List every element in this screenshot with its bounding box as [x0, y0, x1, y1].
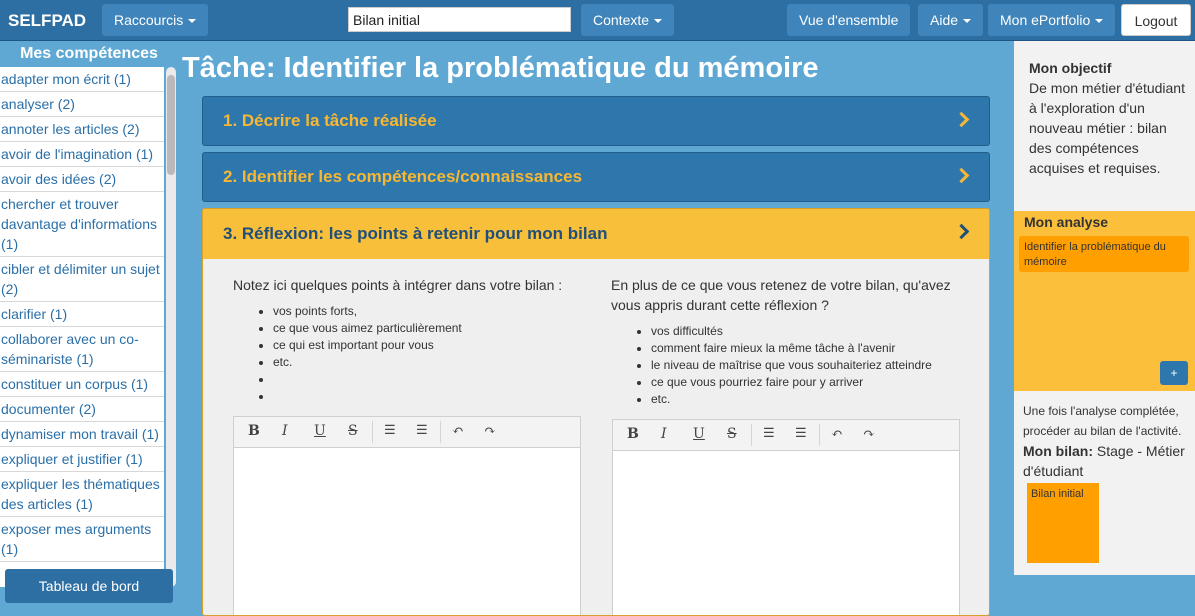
skill-item[interactable]: exposer mes arguments (1) — [0, 517, 164, 562]
eportfolio-label: Mon ePortfolio — [1000, 12, 1091, 28]
right-panel — [1014, 41, 1195, 575]
underline-button[interactable]: U — [314, 423, 326, 439]
list-item: • ce que vous pourriez faire pour y arriver — [651, 374, 973, 391]
panel-identifier-label: 2. Identifier les compétences/connaissances — [223, 167, 583, 186]
bullet-list-icon[interactable]: ☰ — [416, 423, 428, 438]
skill-item[interactable]: dynamiser mon travail (1) — [0, 422, 164, 447]
list-item: • ce que vous aimez particulièrement — [273, 320, 575, 337]
eportfolio-menu[interactable] — [988, 4, 1115, 36]
skill-item[interactable]: expliquer et justifier (1) — [0, 447, 164, 472]
skill-item[interactable]: analyser (2) — [0, 92, 164, 117]
vue-ensemble-button[interactable]: Vue d'ensemble — [787, 4, 910, 36]
bullet-list-icon[interactable]: ☰ — [795, 426, 807, 441]
caret-down-icon — [963, 19, 971, 23]
redo-icon[interactable]: ↷ — [863, 426, 875, 442]
skill-item[interactable]: cibler et délimiter un sujet (2) — [0, 257, 164, 302]
skills-list — [0, 67, 164, 587]
tableau-de-bord-button[interactable]: Tableau de bord — [5, 569, 173, 603]
left-intro: Notez ici quelques points à intégrer dans votre bilan : — [233, 277, 563, 293]
analysis-item[interactable]: Identifier la problématique du mémoire — [1019, 236, 1189, 272]
italic-button[interactable]: I — [282, 423, 288, 439]
list-item: • etc. — [273, 354, 575, 371]
skill-item[interactable]: documenter (2) — [0, 397, 164, 422]
panel-reflexion-header[interactable] — [203, 209, 989, 259]
bilan-value: Stage - Métier d'étudiant — [1023, 443, 1185, 479]
redo-icon[interactable]: ↷ — [484, 423, 496, 439]
skill-item[interactable]: annoter les articles (2) — [0, 117, 164, 142]
objective-text: De mon métier d'étudiant à l'exploration d'un nouveau métier : bilan des compétences acquises et requises. — [1029, 80, 1185, 176]
panel-decrire-label: 1. Décrire la tâche réalisée — [223, 111, 437, 130]
skill-item[interactable]: expliquer les thématiques des articles (1) — [0, 472, 164, 517]
points-bilan-editor — [233, 416, 581, 616]
page-title: Tâche: Identifier la problématique du mémoire — [182, 52, 819, 84]
skill-item[interactable]: avoir de l'imagination (1) — [0, 142, 164, 167]
analysis-title: Mon analyse — [1024, 214, 1109, 230]
ordered-list-icon[interactable]: ☰ — [384, 423, 396, 438]
chevron-right-icon — [954, 224, 970, 240]
editor-toolbar — [613, 420, 959, 451]
ordered-list-icon[interactable]: ☰ — [763, 426, 775, 441]
bilan-label: Mon bilan: — [1023, 443, 1093, 459]
right-bullet-list — [633, 323, 973, 408]
toolbar-divider — [819, 424, 820, 446]
list-item: • comment faire mieux la même tâche à l'avenir — [651, 340, 973, 357]
caret-down-icon — [654, 19, 662, 23]
competences-sidebar — [0, 41, 178, 616]
scrollbar-thumb[interactable] — [167, 75, 175, 175]
contexte-label: Contexte — [593, 12, 650, 28]
contexte-menu[interactable] — [581, 4, 674, 36]
right-intro: En plus de ce que vous retenez de votre bilan, qu'avez vous appris durant cette réflexion ? — [611, 277, 951, 313]
skills-scrollbar[interactable] — [166, 67, 176, 587]
list-item — [273, 388, 575, 405]
skill-item[interactable]: chercher et trouver davantage d'informations (1) — [0, 192, 164, 257]
strikethrough-button[interactable]: S — [727, 426, 737, 442]
aide-menu[interactable] — [918, 4, 983, 36]
italic-button[interactable]: I — [661, 426, 667, 442]
strikethrough-button[interactable]: S — [348, 423, 358, 439]
skill-item[interactable]: constituer un corpus (1) — [0, 372, 164, 397]
skill-item[interactable]: collaborer avec un co-séminariste (1) — [0, 327, 164, 372]
logout-button[interactable]: Logout — [1121, 4, 1191, 36]
caret-down-icon — [188, 19, 196, 23]
left-bullet-list — [255, 303, 575, 405]
context-search-input[interactable] — [348, 7, 571, 32]
chevron-right-icon — [954, 112, 970, 128]
panel-decrire[interactable] — [202, 96, 990, 146]
chevron-right-icon — [954, 168, 970, 184]
bilan-note: Une fois l'analyse complétée, procéder au bilan de l'activité. — [1023, 404, 1182, 438]
undo-icon[interactable]: ↶ — [831, 426, 843, 442]
sidebar-title: Mes compétences — [20, 45, 158, 62]
editor-content-area[interactable] — [613, 451, 959, 616]
panel-identifier[interactable] — [202, 152, 990, 202]
list-item: • vos difficultés — [651, 323, 973, 340]
toolbar-divider — [751, 424, 752, 446]
undo-icon[interactable]: ↶ — [452, 423, 464, 439]
objective-block — [1029, 58, 1189, 178]
skill-item[interactable]: adapter mon écrit (1) — [0, 67, 164, 92]
toolbar-divider — [440, 421, 441, 443]
analysis-block — [1014, 211, 1195, 391]
toolbar-divider — [372, 421, 373, 443]
bilan-card[interactable]: Bilan initial — [1027, 483, 1099, 563]
bold-button[interactable]: B — [248, 423, 260, 439]
bold-button[interactable]: B — [627, 426, 639, 442]
apprentissage-editor — [612, 419, 960, 616]
list-item: • ce qui est important pour vous — [273, 337, 575, 354]
objective-label: Mon objectif — [1029, 60, 1112, 76]
aide-label: Aide — [930, 12, 959, 28]
list-item: • le niveau de maîtrise que vous souhaiteriez atteindre — [651, 357, 973, 374]
editor-toolbar — [234, 417, 580, 448]
add-analysis-button[interactable]: + — [1160, 361, 1188, 385]
list-item: • vos points forts, — [273, 303, 575, 320]
raccourcis-menu[interactable] — [102, 4, 208, 36]
editor-content-area[interactable] — [234, 448, 580, 616]
bilan-title — [1023, 441, 1193, 481]
raccourcis-label: Raccourcis — [114, 12, 184, 28]
skill-item[interactable]: clarifier (1) — [0, 302, 164, 327]
caret-down-icon — [1095, 19, 1103, 23]
list-item — [273, 371, 575, 388]
top-navbar — [0, 0, 1195, 41]
skill-item[interactable]: avoir des idées (2) — [0, 167, 164, 192]
brand-logo[interactable]: SELFPAD — [8, 11, 87, 30]
panel-reflexion — [202, 208, 990, 616]
list-item: • etc. — [651, 391, 973, 408]
underline-button[interactable]: U — [693, 426, 705, 442]
panel-reflexion-label: 3. Réflexion: les points à retenir pour mon bilan — [223, 224, 608, 243]
